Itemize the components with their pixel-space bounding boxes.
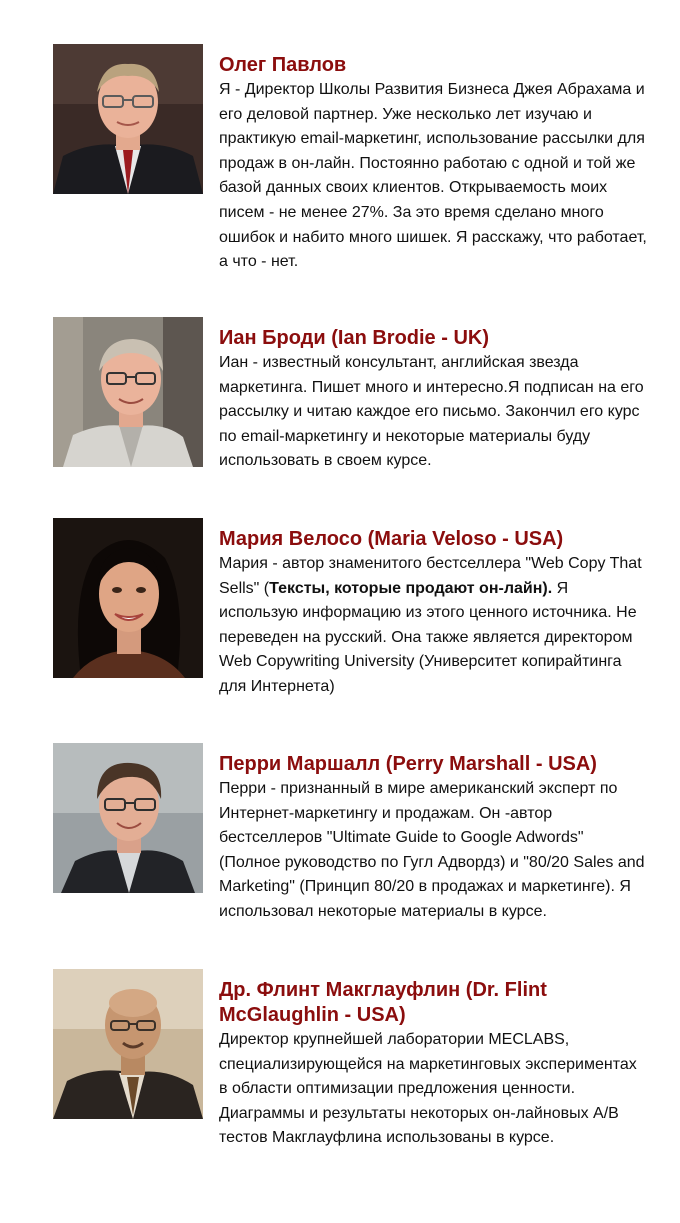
- speaker-bio: Иан - известный консультант, английская звезда маркетинга. Пишет много и интересно.Я подписан на его рассылку и читаю каждое его письмо. Закончил его курс по email-маркетингу и некоторые материалы буду использовать в своем курсе.: [219, 354, 644, 470]
- speaker-name: Мария Велосо (Maria Veloso - USA): [219, 528, 564, 550]
- speaker-name: Иан Броди (Ian Brodie - UK): [219, 327, 489, 349]
- speaker-bio: [219, 552, 649, 700]
- speaker-name: Олег Павлов: [219, 54, 347, 76]
- speaker-photo: [53, 743, 203, 893]
- bio-bold-text: Тексты, которые продают он-лайн).: [269, 579, 553, 597]
- speaker-bio: Я - Директор Школы Развития Бизнеса Джея Абрахама и его деловой партнер. Уже несколько лет изучаю и практикую email-маркетинг, использование рассылки для продаж в он-лайн. Постоянно работаю с одной и той же базой данных своих клиентов. Открываемость моих писем - не менее 27%. За это время сделано много ошибок и набито много шишек. Я расскажу, что работает, а что - нет.: [219, 81, 647, 271]
- speaker-photo: [53, 969, 203, 1119]
- speaker-info: [219, 326, 649, 474]
- speaker-photo: [53, 317, 203, 467]
- speaker-info: [219, 527, 649, 700]
- bio-text: Я использую информацию из этого ценного источника. Не переведен на русский. Она также является директором Web Copywriting University (Университет копирайтинга для Интернета): [219, 579, 637, 695]
- bio-text: Мария - автор знаменитого бестселлера "Web Copy That Sells" (: [219, 555, 642, 597]
- speaker-photo: [53, 44, 203, 194]
- speaker-bio: Перри - признанный в мире американский эксперт по Интернет-маркетингу и продажам. Он -автор бестселлеров "Ultimate Guide to Google Adwords" (Полное руководство по Гугл Адвордз) и "80/20 Sales and Marketing" (Принцип 80/20 в продажах и маркетинге). Я использовал некоторые материалы в курсе.: [219, 780, 645, 920]
- speaker-name: Др. Флинт Макглауфлин (Dr. Flint McGlaughlin - USA): [219, 979, 547, 1026]
- speaker-bio: Директор крупнейшей лаборатории MECLABS, специализирующейся на маркетинговых экспериментах в области оптимизации предложения ценности. Диаграммы и результаты некоторых он-лайновых A/B тестов Макглауфлина использованы в курсе.: [219, 1031, 637, 1147]
- speaker-name: Перри Маршалл (Perry Marshall - USA): [219, 753, 597, 775]
- speaker-info: [219, 978, 649, 1151]
- speaker-info: [219, 53, 649, 275]
- speaker-info: [219, 752, 649, 925]
- speaker-photo: [53, 518, 203, 678]
